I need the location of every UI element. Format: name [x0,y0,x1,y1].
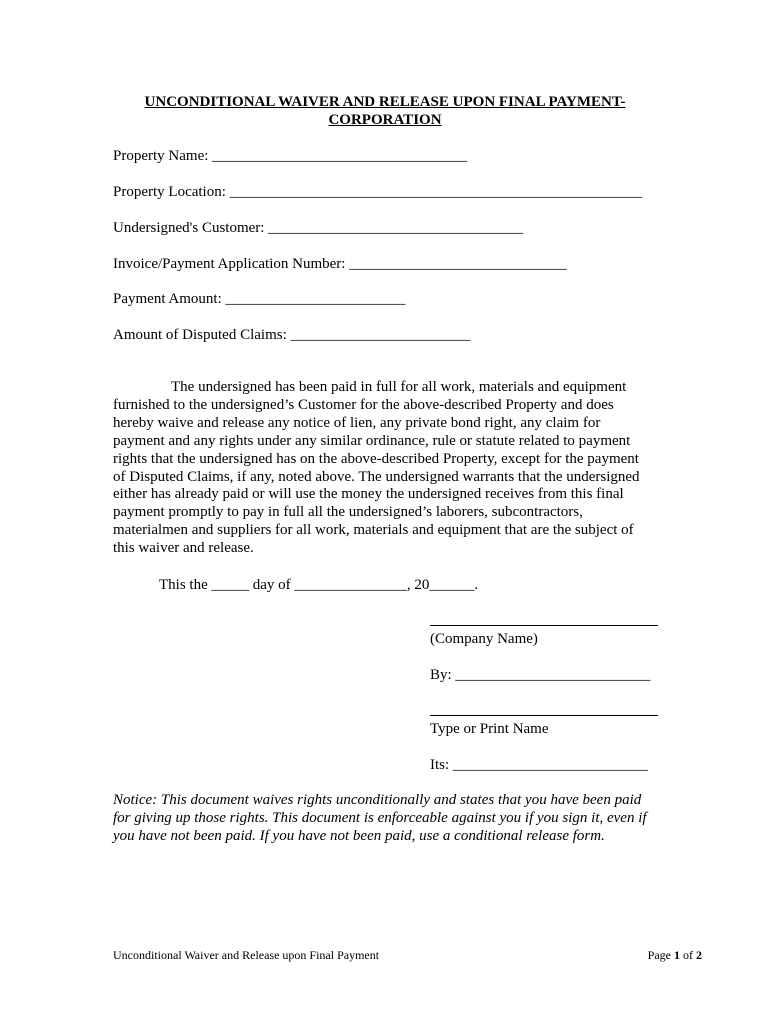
undersigned-customer-field: Undersigned's Customer: __________________________________ [113,220,524,236]
disputed-claims-field: Amount of Disputed Claims: ________________________ [113,327,471,343]
its-signature-line: Its: __________________________ [430,757,648,773]
page-of: of [680,948,696,962]
payment-amount-field: Payment Amount: ________________________ [113,291,406,307]
print-name-label: Type or Print Name [430,721,549,737]
by-signature-line: By: __________________________ [430,667,651,683]
title-line-2: CORPORATION [328,112,442,128]
property-location-field: Property Location: _______________________________________________________ [113,184,643,200]
waiver-body-paragraph: The undersigned has been paid in full for all work, materials and equipment furnished to the undersigned’s Customer for the above-described Property and does hereby waive and release any notice of lien, any private bond right, any claim for payment and any rights under any similar ordinance, rule or statute related to payment rights that the undersigned has on the above-described Property, except for the payment of Disputed Claims, if any, noted above. The undersigned warrants that the undersigned either has already paid or will use the money the undersigned receives from this final payment promptly to pay in full all the undersigned’s laborers, subcontractors, materialmen and suppliers for all work, materials and equipment that are the subject of this waiver and release. [113,379,640,557]
company-name-label: (Company Name) [430,631,538,647]
invoice-number-field: Invoice/Payment Application Number: _____________________________ [113,256,567,272]
page-prefix: Page [647,948,674,962]
title-line-1: UNCONDITIONAL WAIVER AND RELEASE UPON FINAL PAYMENT- [144,94,626,110]
notice-paragraph: Notice: This document waives rights unconditionally and states that you have been paid for giving up those rights. This document is enforceable against you if you sign it, even if you have not been paid. If you have not been paid, use a conditional release form. [113,792,647,844]
footer-page-number [648,948,702,962]
print-name-signature-line [430,715,658,716]
footer-document-title: Unconditional Waiver and Release upon Final Payment [113,948,380,962]
company-name-signature-line [430,625,658,626]
property-name-field: Property Name: __________________________________ [113,148,468,164]
document-title [112,93,658,129]
page-total: 2 [696,948,702,962]
page-current: 1 [674,948,680,962]
date-line: This the _____ day of _______________, 20______. [159,577,479,593]
